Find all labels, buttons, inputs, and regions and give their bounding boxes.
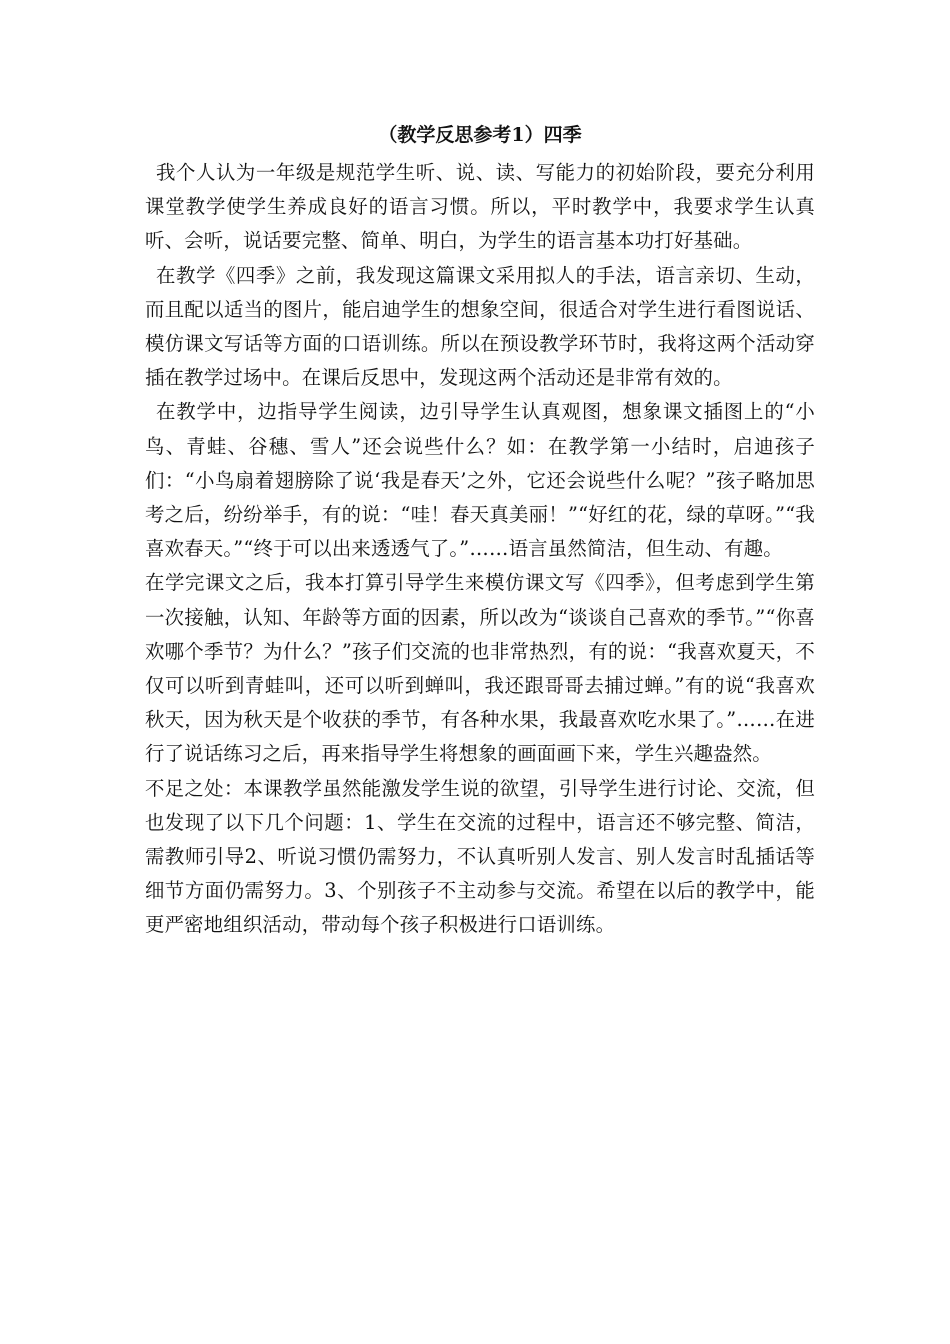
paragraph-favorite-season: 在学完课文之后，我本打算引导学生来模仿课文写《四季》，但考虑到学生第一次接触，认知、年龄等方面的因素，所以改为“谈谈自己喜欢的季节。”“你喜欢哪个季节？为什么？”孩子们交流的也非常热烈，有的说：“我喜欢夏天，不仅可以听到青蛙叫，还可以听到蝉叫，我还跟哥哥去捕过蝉。”有的说“我喜欢秋天，因为秋天是个收获的季节，有各种水果，我最喜欢吃水果了。”……在进行了说话练习之后，再来指导学生将想象的画面画下来，学生兴趣盎然。 [145, 571, 815, 766]
paragraph-intro: 我个人认为一年级是规范学生听、说、读、写能力的初始阶段，要充分利用课堂教学使学生养成良好的语言习惯。所以，平时教学中，我要求学生认真听、会听，说话要完整、简单、明白，为学生的语言基本功打好基础。 [145, 161, 815, 253]
paragraph-lesson-design: 在教学《四季》之前，我发现这篇课文采用拟人的手法，语言亲切、生动，而且配以适当的图片，能启迪学生的想象空间，很适合对学生进行看图说话、模仿课文写话等方面的口语训练。所以在预设教学环节时，我将这两个活动穿插在教学过场中。在课后反思中，发现这两个活动还是非常有效的。 [145, 263, 815, 390]
document-body [145, 156, 815, 943]
paragraph-picture-talk: 在教学中，边指导学生阅读，边引导学生认真观图，想象课文插图上的“小鸟、青蛙、谷穗、雪人”还会说些什么？如：在教学第一小结时，启迪孩子们：“小鸟扇着翅膀除了说‘我是春天’之外，它还会说些什么呢？”孩子略加思考之后，纷纷举手，有的说：“哇！春天真美丽！”“好红的花，绿的草呀。”“我喜欢春天。”“终于可以出来透透气了。”……语言虽然简洁，但生动、有趣。 [145, 400, 815, 561]
document-title: （教学反思参考1）四季 [378, 124, 582, 146]
paragraph-shortcomings: 不足之处：本课教学虽然能激发学生说的欲望，引导学生进行讨论、交流，但也发现了以下几个问题：1、学生在交流的过程中，语言还不够完整、简洁，需教师引导2、听说习惯仍需努力，不认真听别人发言、别人发言时乱插话等细节方面仍需努力。3、个别孩子不主动参与交流。希望在以后的教学中，能更严密地组织活动，带动每个孩子积极进行口语训练。 [145, 776, 815, 937]
